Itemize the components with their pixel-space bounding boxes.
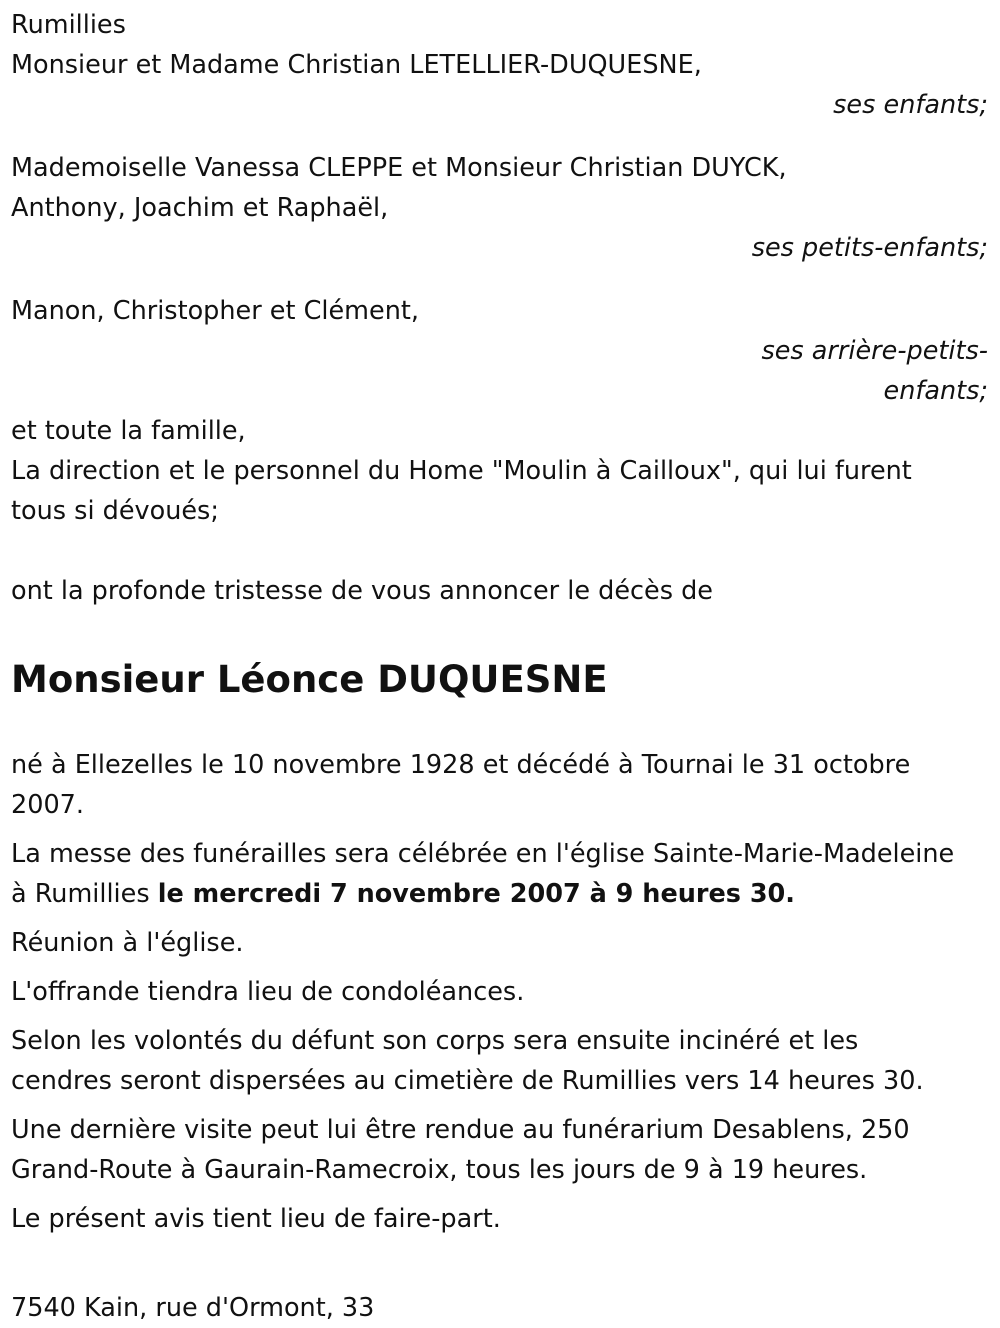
birth-death-paragraph: [11, 745, 990, 825]
visit-line-2: Grand-Route à Gaurain-Ramecroix, tous les jours de 9 à 19 heures.: [11, 1155, 868, 1185]
great-grandchildren-names: Manon, Christopher et Clément,: [11, 296, 419, 326]
wishes-line-2: cendres seront dispersées au cimetière de Rumillies vers 14 heures 30.: [11, 1066, 924, 1096]
meeting-text: Réunion à l'église.: [11, 928, 244, 958]
birth-death-line-2: 2007.: [11, 790, 85, 820]
funeral-mass-paragraph: [11, 834, 990, 914]
home-staff-line-2: tous si dévoués;: [11, 496, 219, 526]
great-grandchildren-role-1: ses arrière-petits-: [761, 336, 988, 366]
visit-paragraph: [11, 1110, 990, 1190]
offering-paragraph: [11, 972, 990, 1012]
wishes-line-1: Selon les volontés du défunt son corps sera ensuite incinéré et les: [11, 1026, 859, 1056]
grandchildren-names-2: Anthony, Joachim et Raphaël,: [11, 193, 389, 223]
family-address: 7540 Kain, rue d'Ormont, 33: [11, 1293, 375, 1323]
funeral-mass-line-2: [11, 874, 990, 914]
spacer: [11, 125, 990, 148]
spacer: [11, 268, 990, 291]
announcement-text: ont la profonde tristesse de vous annoncer le décès de: [11, 576, 713, 606]
children-names: Monsieur et Madame Christian LETELLIER-DUQUESNE,: [11, 50, 702, 80]
spacer: [11, 1248, 990, 1288]
funeral-mass-datetime: le mercredi 7 novembre 2007 à 9 heures 30.: [157, 879, 795, 909]
grandchildren-names-1: Mademoiselle Vanessa CLEPPE et Monsieur Christian DUYCK,: [11, 153, 787, 183]
meeting-paragraph: [11, 923, 990, 963]
great-grandchildren-role-2: enfants;: [883, 376, 988, 406]
notice-text: Le présent avis tient lieu de faire-part.: [11, 1204, 501, 1234]
birth-death-line-1: né à Ellezelles le 10 novembre 1928 et décédé à Tournai le 31 octobre: [11, 750, 911, 780]
children-role: ses enfants;: [833, 90, 988, 120]
home-staff-line-1: La direction et le personnel du Home "Moulin à Cailloux", qui lui furent: [11, 456, 912, 486]
family-line: et toute la famille,: [11, 416, 246, 446]
offering-text: L'offrande tiendra lieu de condoléances.: [11, 977, 525, 1007]
spacer: [11, 531, 990, 571]
funeral-mass-line-1: La messe des funérailles sera célébrée en l'église Sainte-Marie-Madeleine: [11, 839, 955, 869]
visit-line-1: Une dernière visite peut lui être rendue au funérarium Desablens, 250: [11, 1115, 910, 1145]
place-name: Rumillies: [11, 10, 126, 40]
notice-paragraph: [11, 1199, 990, 1239]
grandchildren-role: ses petits-enfants;: [751, 233, 988, 263]
funeral-mass-location: à Rumillies: [11, 879, 158, 909]
wishes-paragraph: [11, 1021, 990, 1101]
deceased-name: Monsieur Léonce DUQUESNE: [11, 658, 608, 701]
